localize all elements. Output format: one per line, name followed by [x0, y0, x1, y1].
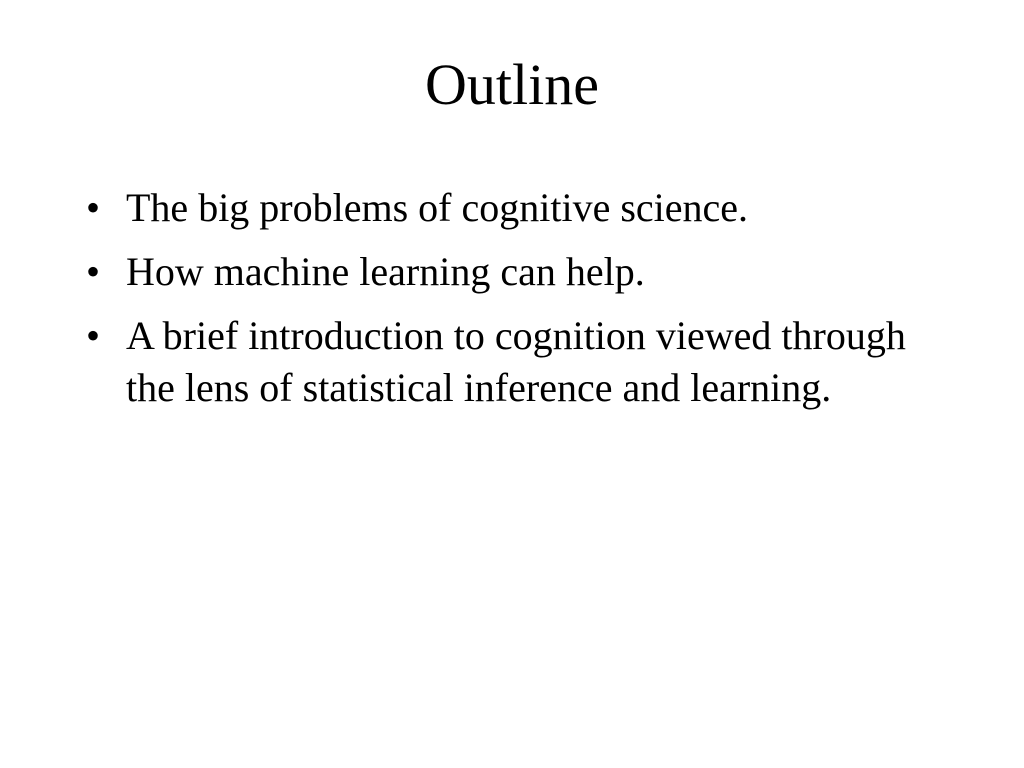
bullet-item — [86, 246, 946, 298]
bullet-dot-icon: • — [86, 249, 101, 294]
bullet-list — [86, 182, 946, 426]
bullet-text: A brief introduction to cognition viewed through the lens of statistical inference and learning. — [126, 313, 906, 410]
bullet-dot-icon: • — [86, 313, 101, 358]
bullet-text: The big problems of cognitive science. — [126, 185, 749, 230]
bullet-dot-icon: • — [86, 185, 101, 230]
bullet-item — [86, 310, 946, 414]
bullet-item — [86, 182, 946, 234]
slide-title: Outline — [425, 52, 599, 117]
bullet-text: How machine learning can help. — [126, 249, 645, 294]
